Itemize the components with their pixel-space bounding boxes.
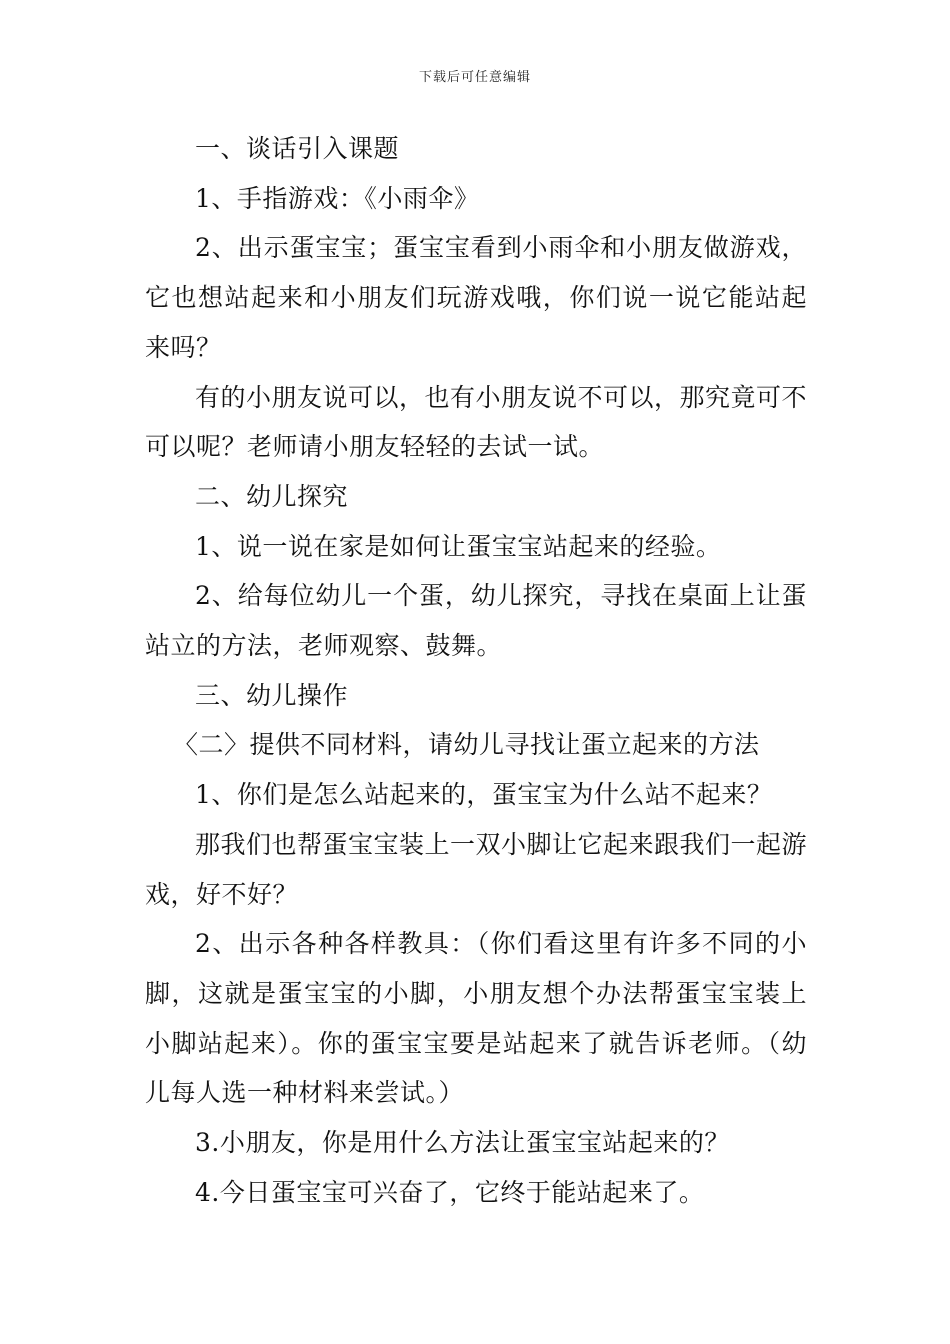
paragraph: 2、给每位幼儿一个蛋，幼儿探究，寻找在桌面上让蛋站立的方法，老师观察、鼓舞。	[145, 581, 807, 661]
paragraph-heading-1: 一、谈话引入课题	[195, 134, 400, 163]
document-body	[145, 124, 807, 1217]
paragraph-heading-3: 三、幼儿操作	[195, 680, 349, 710]
paragraph: 2、出示蛋宝宝；蛋宝宝看到小雨伞和小朋友做游戏，它也想站起来和小朋友们玩游戏哦，你们说一说它能站起来吗？	[145, 233, 807, 362]
paragraph: 3.小朋友，你是用什么方法让蛋宝宝站起来的？	[195, 1128, 730, 1158]
paragraph: 1、说一说在家是如何让蛋宝宝站起来的经验。	[195, 531, 722, 561]
paragraph: 1、你们是怎么站起来的，蛋宝宝为什么站不起来？	[195, 780, 773, 810]
paragraph: 2、出示各种各样教具：（你们看这里有许多不同的小脚，这就是蛋宝宝的小脚，小朋友想个办法帮蛋宝宝装上小脚站起来）。你的蛋宝宝要是站起来了就告诉老师。（幼儿每人选一种材料来尝试。）	[145, 929, 807, 1108]
paragraph-heading-2: 二、幼儿探究	[195, 481, 349, 511]
paragraph: 1、手指游戏：《小雨伞》	[195, 183, 480, 213]
paragraph: 那我们也帮蛋宝宝装上一双小脚让它起来跟我们一起游戏，好不好？	[145, 829, 808, 909]
page-header: 下载后可任意编辑	[418, 70, 531, 85]
paragraph: 4.今日蛋宝宝可兴奋了，它终于能站起来了。	[195, 1177, 705, 1207]
paragraph: 有的小朋友说可以，也有小朋友说不可以，那究竟可不可以呢？老师请小朋友轻轻的去试一试。	[145, 382, 808, 462]
paragraph: 〈二〉提供不同材料，请幼儿寻找让蛋立起来的方法	[173, 730, 760, 760]
